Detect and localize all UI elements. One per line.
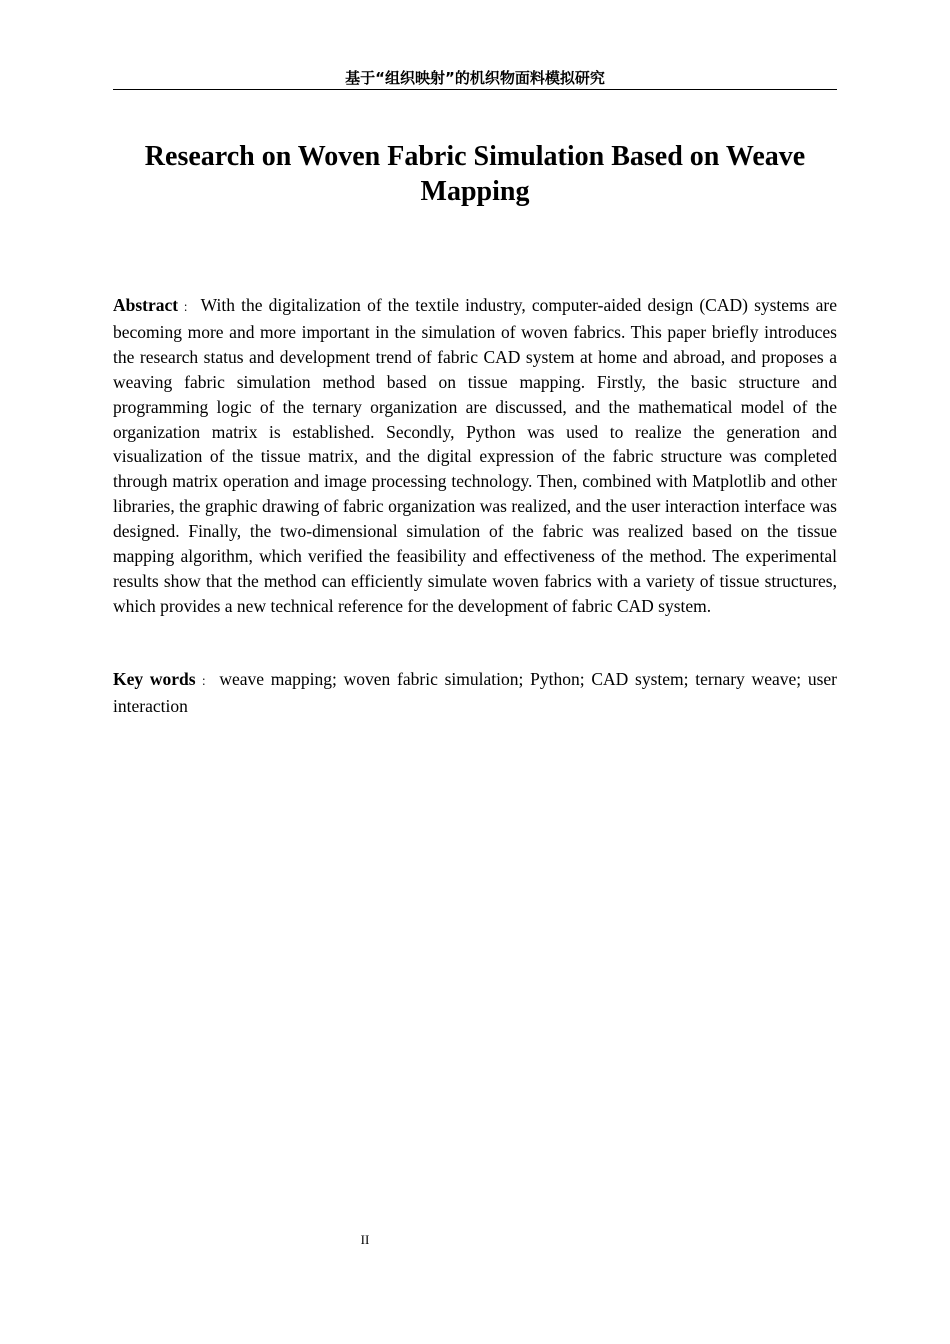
keywords-paragraph [113, 667, 837, 719]
abstract-label: Abstract [113, 295, 179, 315]
keywords-text: weave mapping; woven fabric simulation; Python; CAD system; ternary weave; user interaction [113, 669, 838, 716]
paper-title: Research on Woven Fabric Simulation Based on Weave Mapping [144, 141, 806, 207]
running-header [113, 68, 837, 90]
keywords-label: Key words [113, 669, 196, 689]
abstract-text: With the digitalization of the textile industry, computer-aided design (CAD) systems are becoming more and more important in the simulation of woven fabrics. This paper briefly introduces the research status and development trend of fabric CAD system at home and abroad, and proposes a weaving fabric simulation method based on tissue mapping. Firstly, the basic structure and programming logic of the ternary organization are discussed, and the mathematical model of the organization matrix is established. Secondly, Python was used to realize the generation and visualization of the tissue matrix, and the digital expression of the fabric structure was completed through matrix operation and image processing technology. Then, combined with Matplotlib and other libraries, the graphic drawing of fabric organization was realized, and the user interaction interface was designed. Finally, the two-dimensional simulation of the fabric was realized based on the tissue mapping algorithm, which verified the feasibility and effectiveness of the method. The experimental results show that the method can efficiently simulate woven fabrics with a variety of tissue structures, which provides a new technical reference for the development of fabric CAD system. [113, 295, 837, 616]
page-number: II [360, 1232, 370, 1247]
abstract-separator: ： [181, 300, 197, 314]
abstract-paragraph [113, 293, 837, 619]
running-header-title: 基于“组织映射”的机织物面料模拟研究 [345, 69, 605, 87]
keywords-separator: ： [198, 674, 216, 688]
